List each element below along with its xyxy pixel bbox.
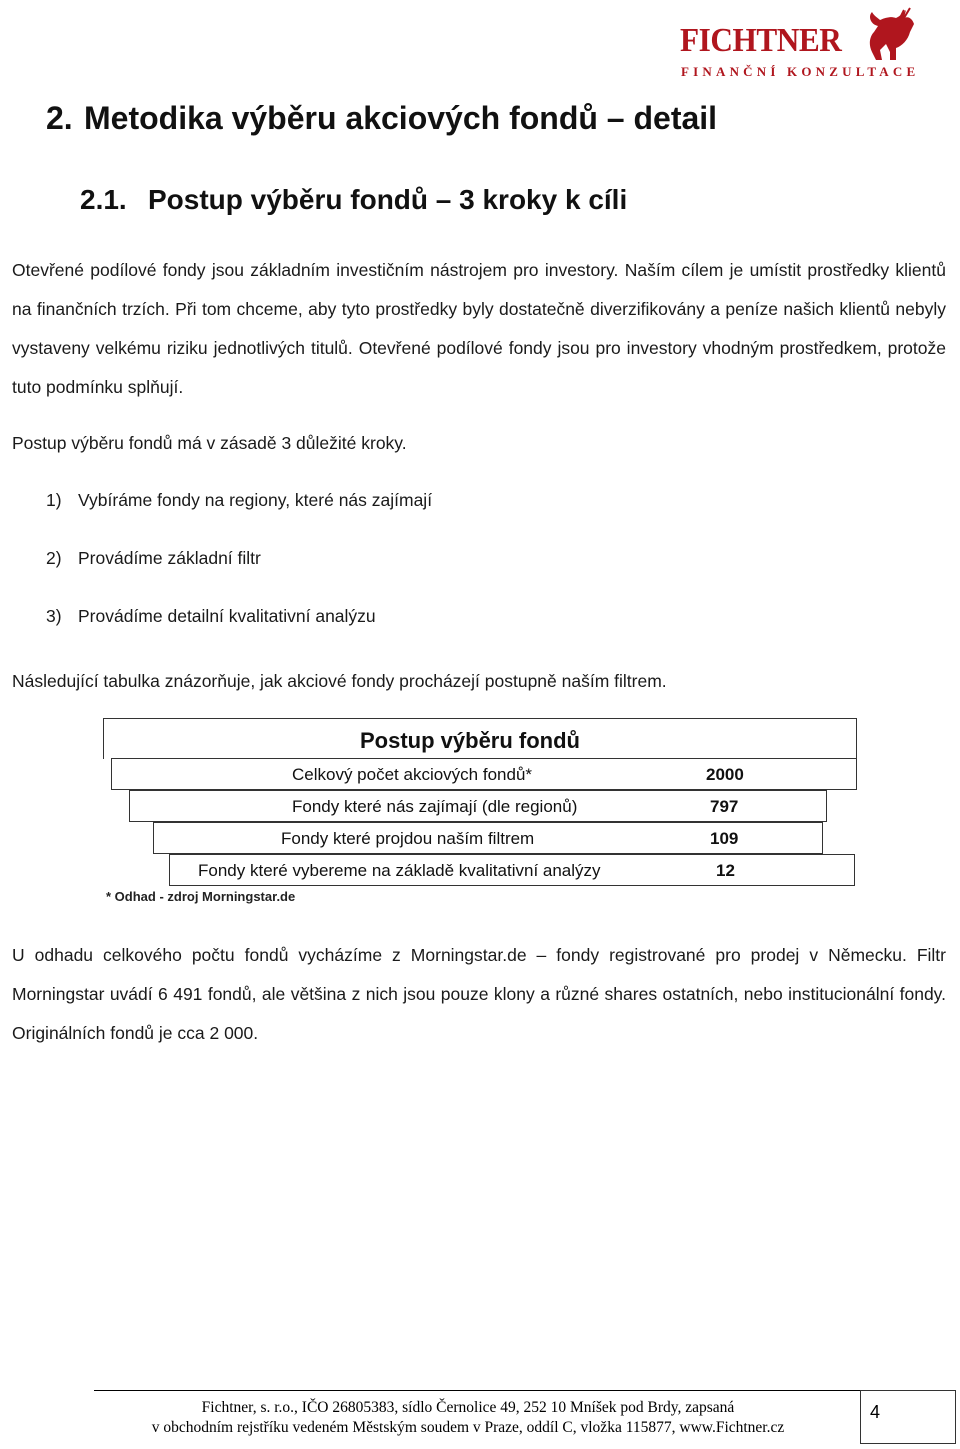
table-intro: Následující tabulka znázorňuje, jak akciové fondy procházejí postupně naším filtrem. — [12, 671, 667, 691]
page-number: 4 — [870, 1402, 881, 1422]
funnel-row-value: 109 — [710, 829, 739, 848]
morningstar-paragraph: U odhadu celkového počtu fondů vycházíme z Morningstar.de – fondy registrované pro prodej v Německu. Filtr Morningstar uvádí 6 491 fondů, ale většina z nich jsou pouze klony a různé shares ostatních, nebo institucionální fondy. Originálních fondů je cca 2 000. — [12, 945, 946, 1043]
chapter-number: 2. — [46, 100, 73, 136]
footer — [76, 1398, 860, 1438]
funnel-row-value: 12 — [716, 861, 735, 880]
list-item-number: 2) — [46, 548, 62, 568]
footer-line-1: Fichtner, s. r.o., IČO 26805383, sídlo Černolice 49, 252 10 Mníšek pod Brdy, zapsaná — [201, 1399, 735, 1416]
company-logo — [680, 6, 920, 82]
funnel-row-label: Fondy které vybereme na základě kvalitativní analýzy — [198, 861, 601, 880]
funnel-row-label: Fondy které projdou naším filtrem — [281, 829, 535, 848]
funnel-title: Postup výběru fondů — [360, 728, 580, 753]
funnel-row-label: Fondy které nás zajímají (dle regionů) — [292, 797, 578, 816]
chapter-title: Metodika výběru akciových fondů – detail — [84, 100, 718, 136]
steps-intro: Postup výběru fondů má v zásadě 3 důležité kroky. — [12, 433, 407, 453]
intro-paragraph: Otevřené podílové fondy jsou základním investičním nástrojem pro investory. Naším cílem je umístit prostředky klientů na finančních trzích. Při tom chceme, aby tyto prostředky byly dostatečně diverzifikovány a peníze našich klientů nebyly vystaveny velkému riziku jednotlivých titulů. Otevřené podílové fondy jsou pro investory vhodným prostředkem, protože tuto podmínku splňují. — [12, 260, 946, 397]
list-item — [46, 548, 261, 569]
funnel-row-label: Celkový počet akciových fondů* — [292, 765, 533, 784]
funnel-footnote: * Odhad - zdroj Morningstar.de — [106, 889, 296, 904]
list-item-text: Provádíme detailní kvalitativní analýzu — [78, 606, 376, 626]
list-item-text: Provádíme základní filtr — [78, 548, 261, 568]
section-number: 2.1. — [80, 184, 127, 215]
chapter-heading — [46, 100, 717, 137]
footer-divider — [94, 1390, 860, 1391]
section-heading — [80, 184, 627, 216]
list-item-text: Vybíráme fondy na regiony, které nás zajímají — [78, 490, 433, 510]
logo-name: FICHTNER — [680, 22, 842, 59]
logo-subtitle: FINANČNÍ KONZULTACE — [681, 64, 920, 79]
list-item — [46, 606, 376, 627]
footer-line-2: v obchodním rejstříku vedeném Městským soudem v Praze, oddíl C, vložka 115877, www.Fichtner.cz — [151, 1419, 785, 1436]
list-item — [46, 490, 432, 511]
section-title: Postup výběru fondů – 3 kroky k cíli — [148, 184, 628, 215]
funnel-row-value: 797 — [710, 797, 739, 816]
list-item-number: 3) — [46, 606, 62, 626]
funnel-table — [100, 718, 860, 914]
bull-icon — [864, 6, 916, 62]
list-item-number: 1) — [46, 490, 62, 510]
funnel-row-value: 2000 — [706, 765, 744, 784]
